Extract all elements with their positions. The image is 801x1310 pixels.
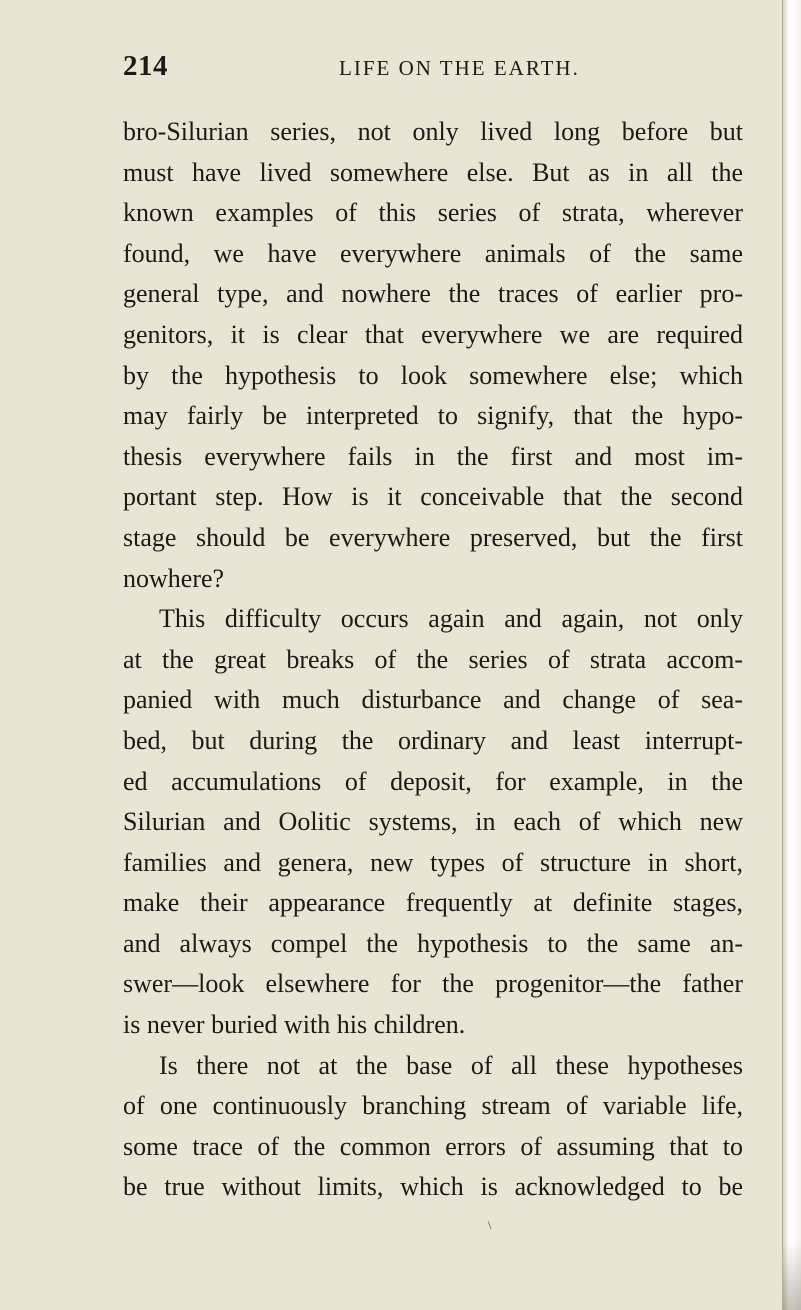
text-line: of one continuously branching stream of variable life, [123, 1091, 743, 1121]
page-number: 214 [123, 50, 168, 82]
text-line: be true without limits, which is acknowledged to be [123, 1172, 743, 1202]
text-line: Silurian and Oolitic systems, in each of which new [123, 807, 743, 837]
text-line: and always compel the hypothesis to the same an- [123, 928, 743, 958]
running-title: LIFE ON THE EARTH. [339, 56, 580, 80]
stray-mark: \ [488, 1218, 492, 1232]
text-line: stage should be everywhere preserved, but the first [123, 522, 743, 552]
text-line: ed accumulations of deposit, for example, in the [123, 766, 743, 796]
paragraph-first-line: Is there not at the base of all these hypotheses [159, 1050, 743, 1080]
text-line: thesis everywhere fails in the first and most im- [123, 441, 743, 471]
page-edge [782, 0, 801, 1310]
text-line: must have lived somewhere else. But as in all the [123, 157, 743, 187]
text-line: known examples of this series of strata, wherever [123, 198, 743, 228]
paragraph-first-line: This difficulty occurs again and again, not only [159, 604, 743, 634]
text-line: some trace of the common errors of assuming that to [123, 1131, 743, 1161]
text-line: may fairly be interpreted to signify, that the hypo- [123, 401, 743, 431]
text-line: bed, but during the ordinary and least interrupt- [123, 725, 743, 755]
text-line: at the great breaks of the series of strata accom- [123, 644, 743, 674]
text-line: general type, and nowhere the traces of earlier pro- [123, 279, 743, 309]
text-line: nowhere? [123, 563, 225, 593]
text-line: make their appearance frequently at definite stages, [123, 888, 743, 918]
page-edge-shadow [783, 1240, 801, 1310]
text-line: is never buried with his children. [123, 1010, 466, 1040]
running-head [123, 50, 723, 90]
text-line: swer—look elsewhere for the progenitor—the father [123, 969, 743, 999]
text-line: genitors, it is clear that everywhere we are required [123, 319, 743, 349]
text-line: bro-Silurian series, not only lived long before but [123, 117, 743, 146]
text-line: portant step. How is it conceivable that the second [123, 482, 743, 512]
text-line: by the hypothesis to look somewhere else; which [123, 360, 743, 390]
text-line: families and genera, new types of structure in short, [123, 847, 743, 877]
body-text [123, 112, 743, 1208]
text-line: panied with much disturbance and change of sea- [123, 685, 743, 715]
text-line: found, we have everywhere animals of the same [123, 238, 743, 268]
